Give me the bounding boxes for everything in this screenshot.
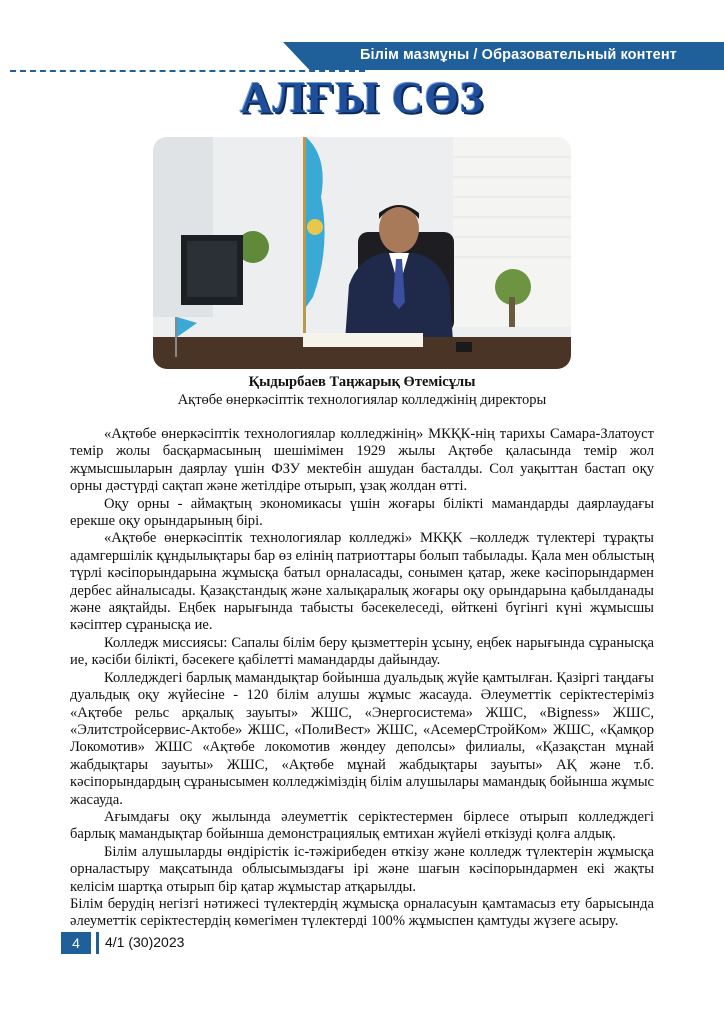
- article-body: [70, 426, 654, 931]
- footer-divider: [96, 932, 99, 954]
- section-header: Білім мазмұны / Образовательный контент: [360, 47, 677, 63]
- page-number: 4: [61, 932, 91, 954]
- paragraph: Колледждегі барлық мамандықтар бойынша дуальдық жүйе қамтылған. Қазіргі таңдағы дуальдық оқу жүйесіне - 120 білім алушы жұмыс жасауда. Әлеуметтік серіктестеріміз «Ақтөбе рельс арқалық зауыты» ЖШС, «Энергосистема» ЖШС, «Bigness» ЖШС, «Элитстройсервис-Актобе» ЖШС, «ПолиВест» ЖШС, «АсемерСтройКом» ЖШС, «Қамқор Локомотив» ЖШС «Ақтөбе локомотив жөндеу деполсы» филиалы, «Қазақстан мұнай жабдықтары зауыты» ЖШС, «Ақтөбе мұнай жабдықтары зауыты» АҚ және т.б. кәсіпорындардың сұранысымен колледжіміздің білім алушылары мамандық бойынша жұмыс жасауда.: [70, 669, 654, 808]
- issue-number: 4/1 (30)2023: [105, 934, 185, 950]
- director-photo: [153, 137, 571, 369]
- paragraph: «Ақтөбе өнеркәсіптік технологиялар колледжі» МКҚК –колледж түлектері тұрақты адамгершілік құндылықтары бар өз елінің патриоттары болып табылады. Қала мен облыстың түрлі кәсіпорындарына жұмысқа батыл орналасады, сонымен қатар, жеке кәсіпорындармен дербес айналысады. Қазақстандық және халықаралық жоғары оқу орындарына қабылданады және аяқтайды. Еңбек нарығында табысты бәсекелеседі, өйткені бүгінгі күні жұмысшы кәсіптер сұранысқа ие.: [70, 530, 654, 634]
- paragraph: Ағымдағы оқу жылында әлеуметтік серіктестермен бірлесе отырып колледждегі барлық мамандықтар бойынша демонстрациялық емтихан жүйелі өткізуді қолға алдық.: [70, 808, 654, 843]
- director-name: Қыдырбаев Таңжарық Өтемісұлы: [248, 374, 476, 390]
- paragraph: Оқу орны - аймақтың экономикасы үшін жоғары білікті мамандарды даярлаудағы ерекше оқу орындарының бірі.: [70, 495, 654, 530]
- page-title: АЛҒЫ СӨЗ: [240, 73, 484, 122]
- director-role: Ақтөбе өнеркәсіптік технологиялар колледжінің директоры: [177, 392, 547, 408]
- paragraph: Колледж миссиясы: Сапалы білім беру қызметтерін ұсыну, еңбек нарығында сұранысқа ие, кәсіби білікті, бәсекеге қабілетті мамандарды дайындау.: [70, 634, 654, 669]
- paragraph: «Ақтөбе өнеркәсіптік технологиялар колледжінің» МКҚК-нің тарихы Самара-Златоуст темір жолы басқармасының шешімімен 1929 жылы Ақтөбе қаласында темір жол жұмысшыларын даярлау үшін ФЗУ мектебін ашудан басталды. Сол уақыттан бастап оқу орны дәстүрді сақтап және жетілдіре отырып, ұзақ жолдан өтті.: [70, 426, 654, 495]
- paragraph: Білім алушыларды өндірістік іс-тәжірибеден өткізу және колледж түлектерін жұмысқа орналастыру мақсатында облысымыздағы ірі және шағын кәсіпорындармен екі жақты келісім шартқа отырып бір қатар жұмыстар атқарылды.: [70, 843, 654, 895]
- paragraph: Білім берудің негізгі нәтижесі түлектердің жұмысқа орналасуын қамтамасыз ету барысында әлеуметтік серіктестердің көмегімен түлектерді 100% жұмыспен қамтуды жүзеге асыру.: [70, 895, 654, 930]
